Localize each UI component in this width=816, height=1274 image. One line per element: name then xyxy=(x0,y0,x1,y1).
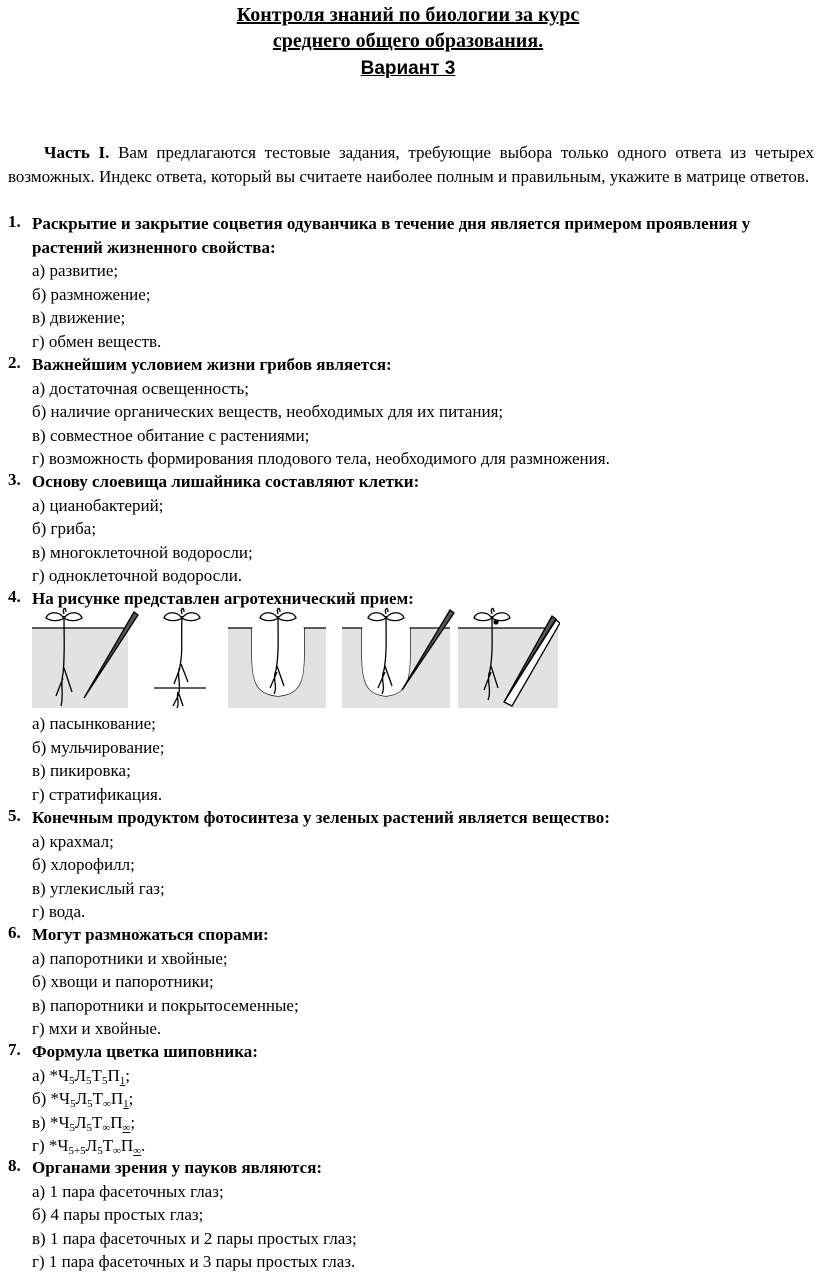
answer-option: г) вода. xyxy=(32,902,86,921)
seedling-panel-1 xyxy=(32,608,138,708)
answer-option: б) мульчирование; xyxy=(32,737,165,757)
answer-option: г) мхи и хвойные. xyxy=(32,1019,162,1038)
answer-option: г) стратификация. xyxy=(32,784,163,804)
question-5 xyxy=(8,806,814,924)
answer-option: б) хвощи и папоротники; xyxy=(32,972,214,991)
answer-option: в) движение; xyxy=(32,308,126,327)
answer-option: в) 1 пара фасеточных и 2 пары простых глаз; xyxy=(32,1228,357,1248)
question-number: 1. xyxy=(8,212,21,231)
answer-option: б) наличие органических веществ, необходимых для их питания; xyxy=(32,402,504,421)
title-line-2: среднего общего образования. xyxy=(272,30,544,52)
answer-option: а) пасынкование; xyxy=(32,714,156,733)
question-1 xyxy=(8,212,814,353)
seedling-panel-3 xyxy=(228,608,326,708)
answer-option: в) многоклеточной водоросли; xyxy=(32,542,253,562)
answer-option: а) развитие; xyxy=(32,261,119,280)
formula-option-a: а) $*Ч_5Л_5Т_5П_1$; xyxy=(32,1065,130,1087)
formula-option-d: г) $*Ч_{5+5}Л_5Т_\infty П_\infty$. xyxy=(32,1136,146,1157)
answer-option: а) 1 пара фасеточных глаз; xyxy=(32,1181,224,1201)
answer-option: б) размножение; xyxy=(32,284,151,304)
question-text: Раскрытие и закрытие соцветия одуванчика в течение дня является примером проявления у растений жизненного свойства: xyxy=(32,214,751,257)
question-text: Формула цветка шиповника: xyxy=(32,1042,258,1061)
question-number: 4. xyxy=(8,587,21,606)
answer-option: б) хлорофилл; xyxy=(32,855,135,874)
answer-option: в) углекислый газ; xyxy=(32,878,165,898)
question-4-options xyxy=(8,712,814,806)
question-text: Основу слоевища лишайника составляют клетки: xyxy=(32,472,420,491)
seedling-panel-5 xyxy=(458,608,560,708)
intro-lead: Часть I. xyxy=(44,143,110,162)
answer-option: в) пикировка; xyxy=(32,761,131,780)
question-6 xyxy=(8,923,814,1041)
question-number: 5. xyxy=(8,806,21,825)
question-2 xyxy=(8,353,814,471)
question-text: Конечным продуктом фотосинтеза у зеленых растений является вещество: xyxy=(32,808,610,827)
question-text: Могут размножаться спорами: xyxy=(32,925,269,944)
answer-option: а) крахмал; xyxy=(32,831,114,851)
question-number: 8. xyxy=(8,1156,21,1175)
question-text: Органами зрения у пауков являются: xyxy=(32,1158,323,1177)
intro-paragraph xyxy=(8,141,814,188)
title-line-1: Контроля знаний по биологии за курс xyxy=(236,4,580,26)
answer-option: а) цианобактерий; xyxy=(32,495,164,515)
answer-option: а) достаточная освещенность; xyxy=(32,378,249,398)
question-number: 3. xyxy=(8,470,21,489)
question-number: 2. xyxy=(8,353,21,372)
seedling-figure xyxy=(30,606,560,712)
answer-option: г) одноклеточной водоросли. xyxy=(32,566,243,585)
answer-option: г) 1 пара фасеточных и 3 пары простых глаз. xyxy=(32,1252,356,1271)
question-number: 6. xyxy=(8,923,21,942)
answer-option: а) папоротники и хвойные; xyxy=(32,948,228,968)
question-8 xyxy=(8,1156,814,1274)
question-7 xyxy=(8,1040,814,1158)
answer-option: в) совместное обитание с растениями; xyxy=(32,425,310,445)
formula-option-b: б) $*Ч_5Л_5Т_\infty П_1$; xyxy=(32,1089,134,1110)
answer-option: б) гриба; xyxy=(32,519,97,538)
question-text: На рисунке представлен агротехнический прием: xyxy=(32,589,414,608)
answer-option: в) папоротники и покрытосеменные; xyxy=(32,995,299,1015)
question-text: Важнейшим условием жизни грибов является: xyxy=(32,355,392,374)
answer-option: г) возможность формирования плодового тела, необходимого для размножения. xyxy=(32,449,610,468)
seedling-panel-2 xyxy=(154,608,206,708)
intro-text: Вам предлагаются тестовые задания, требующие выбора только одного ответа из четырех возможных. Индекс ответа, который вы считаете наиболее полным и правильным, укажите в матрице ответов. xyxy=(8,143,814,186)
answer-option: г) обмен веществ. xyxy=(32,331,162,351)
seedling-panel-4 xyxy=(342,608,454,708)
question-number: 7. xyxy=(8,1040,21,1059)
question-3 xyxy=(8,470,814,588)
formula-option-c: в) $*Ч_5Л_5Т_\infty П_\infty$; xyxy=(32,1112,136,1134)
answer-option: б) 4 пары простых глаз; xyxy=(32,1205,204,1224)
variant-title: Вариант 3 xyxy=(360,58,456,79)
